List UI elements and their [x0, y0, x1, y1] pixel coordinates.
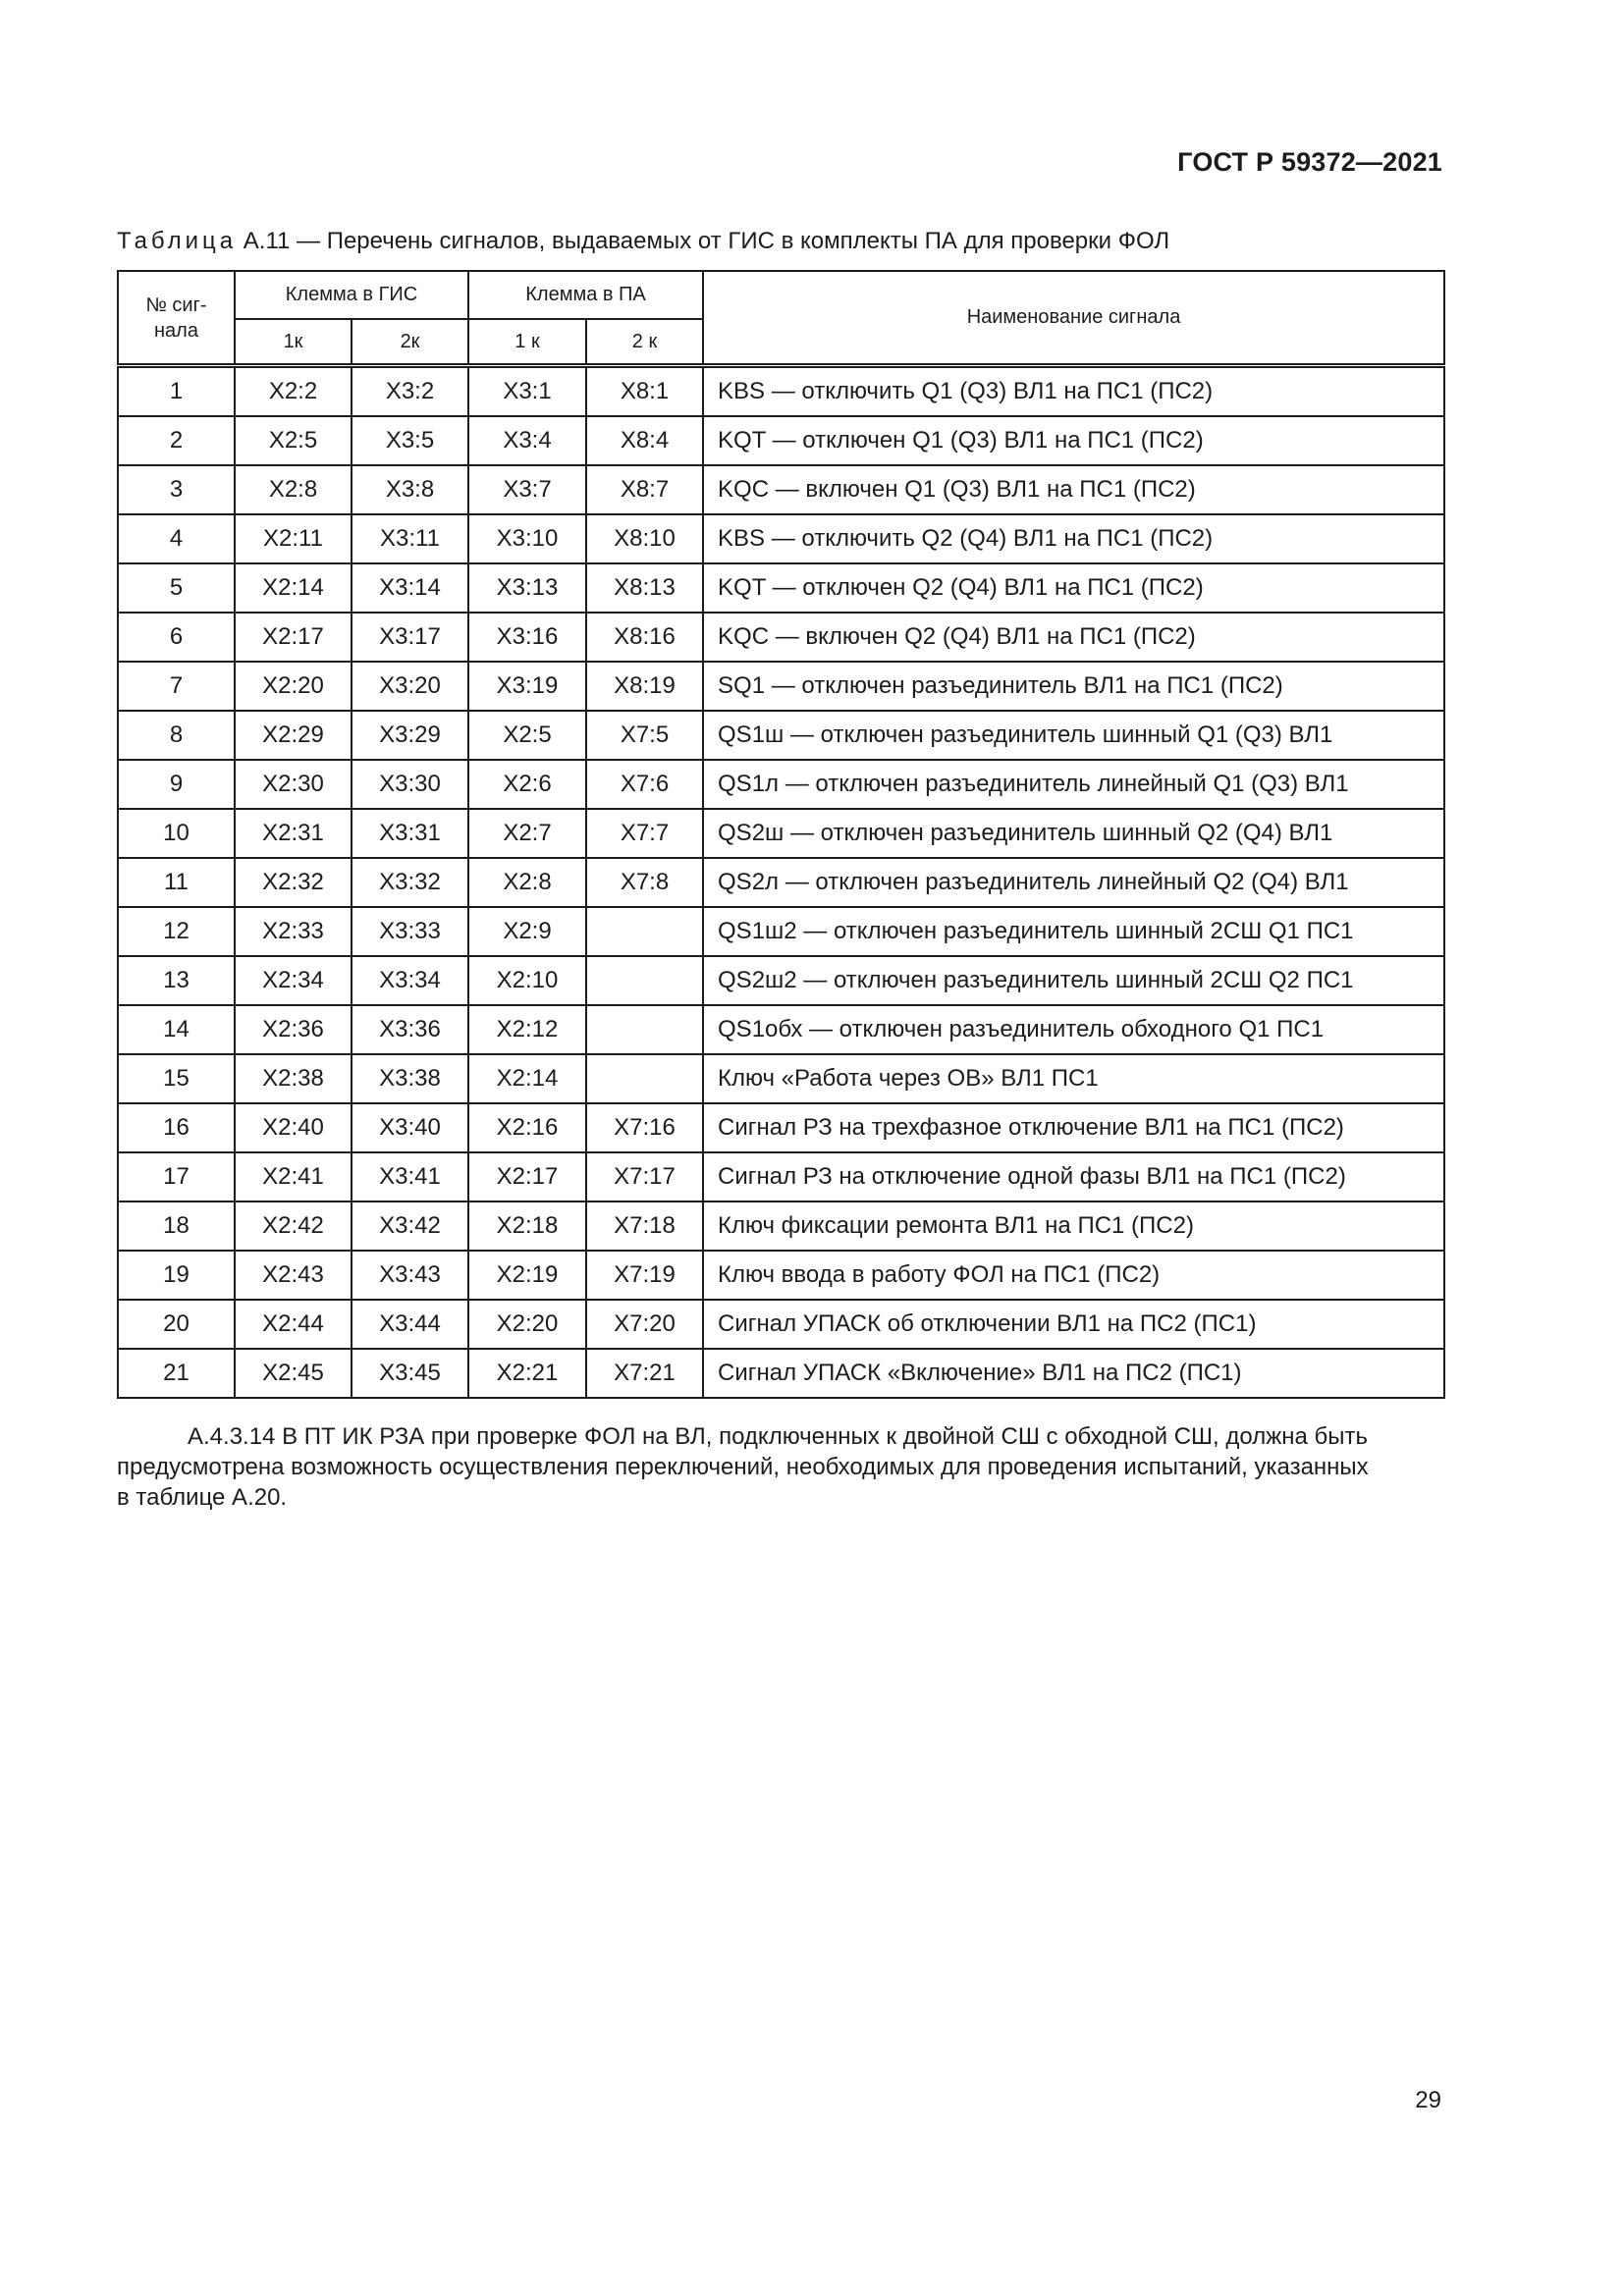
cell-signal-no: 9 — [118, 760, 235, 809]
cell-gis-1k: X2:20 — [235, 662, 352, 711]
cell-pa-1k: X2:21 — [468, 1349, 586, 1398]
cell-signal-name: QS1обх — отключен разъединитель обходного Q1 ПС1 — [703, 1005, 1444, 1054]
cell-gis-1k: X2:32 — [235, 858, 352, 907]
cell-gis-1k: X2:30 — [235, 760, 352, 809]
cell-signal-no: 2 — [118, 416, 235, 465]
cell-gis-1k: X2:45 — [235, 1349, 352, 1398]
cell-signal-no: 8 — [118, 711, 235, 760]
cell-gis-2k: X3:41 — [352, 1152, 468, 1201]
table-row — [118, 514, 1444, 563]
table-header — [118, 271, 1444, 366]
cell-pa-1k: X2:20 — [468, 1300, 586, 1349]
cell-pa-1k: X2:7 — [468, 809, 586, 858]
header-gis-1k: 1к — [235, 319, 352, 366]
paragraph-line-2: предусмотрена возможность осуществления переключений, необходимых для проведения испытаний, указанных — [117, 1454, 1369, 1480]
cell-pa-2k — [586, 956, 703, 1005]
cell-gis-1k: X2:44 — [235, 1300, 352, 1349]
cell-signal-no: 20 — [118, 1300, 235, 1349]
cell-signal-no: 3 — [118, 465, 235, 514]
table-row — [118, 1349, 1444, 1398]
cell-signal-name: QS2ш2 — отключен разъединитель шинный 2СШ Q2 ПС1 — [703, 956, 1444, 1005]
table-row — [118, 1054, 1444, 1103]
cell-pa-1k: X2:10 — [468, 956, 586, 1005]
table-row — [118, 1103, 1444, 1152]
cell-gis-2k: X3:17 — [352, 613, 468, 662]
cell-gis-1k: X2:2 — [235, 366, 352, 417]
cell-signal-no: 12 — [118, 907, 235, 956]
cell-signal-name: KQT — отключен Q2 (Q4) ВЛ1 на ПС1 (ПС2) — [703, 563, 1444, 613]
cell-pa-2k: X7:21 — [586, 1349, 703, 1398]
cell-pa-2k — [586, 1054, 703, 1103]
table-row — [118, 1152, 1444, 1201]
cell-pa-2k: X7:17 — [586, 1152, 703, 1201]
cell-pa-2k: X7:18 — [586, 1201, 703, 1251]
cell-signal-name: QS2ш — отключен разъединитель шинный Q2 (Q4) ВЛ1 — [703, 809, 1444, 858]
cell-gis-2k: X3:5 — [352, 416, 468, 465]
cell-gis-1k: X2:8 — [235, 465, 352, 514]
cell-gis-1k: X2:33 — [235, 907, 352, 956]
cell-gis-2k: X3:30 — [352, 760, 468, 809]
cell-pa-1k: X2:14 — [468, 1054, 586, 1103]
cell-signal-name: SQ1 — отключен разъединитель ВЛ1 на ПС1 (ПС2) — [703, 662, 1444, 711]
cell-pa-2k — [586, 1005, 703, 1054]
cell-pa-2k: X8:16 — [586, 613, 703, 662]
cell-signal-no: 6 — [118, 613, 235, 662]
header-gis-2k: 2к — [352, 319, 468, 366]
cell-signal-no: 7 — [118, 662, 235, 711]
cell-pa-1k: X3:4 — [468, 416, 586, 465]
table-row — [118, 907, 1444, 956]
cell-pa-1k: X3:7 — [468, 465, 586, 514]
cell-gis-2k: X3:29 — [352, 711, 468, 760]
cell-signal-name: Ключ «Работа через ОВ» ВЛ1 ПС1 — [703, 1054, 1444, 1103]
cell-gis-2k: X3:44 — [352, 1300, 468, 1349]
cell-signal-no: 1 — [118, 366, 235, 417]
cell-signal-name: QS1л — отключен разъединитель линейный Q1 (Q3) ВЛ1 — [703, 760, 1444, 809]
table-row — [118, 1005, 1444, 1054]
cell-signal-no: 16 — [118, 1103, 235, 1152]
cell-pa-1k: X3:19 — [468, 662, 586, 711]
cell-pa-2k: X7:7 — [586, 809, 703, 858]
cell-gis-2k: X3:31 — [352, 809, 468, 858]
cell-pa-1k: X2:19 — [468, 1251, 586, 1300]
cell-gis-1k: X2:17 — [235, 613, 352, 662]
cell-signal-no: 4 — [118, 514, 235, 563]
table-row — [118, 809, 1444, 858]
table-row — [118, 465, 1444, 514]
cell-gis-1k: X2:40 — [235, 1103, 352, 1152]
cell-pa-2k: X7:8 — [586, 858, 703, 907]
cell-gis-2k: X3:14 — [352, 563, 468, 613]
cell-pa-2k: X8:10 — [586, 514, 703, 563]
cell-gis-1k: X2:42 — [235, 1201, 352, 1251]
document-code: ГОСТ Р 59372—2021 — [1177, 147, 1442, 177]
cell-pa-1k: X3:13 — [468, 563, 586, 613]
cell-signal-no: 17 — [118, 1152, 235, 1201]
table-row — [118, 662, 1444, 711]
cell-pa-2k: X7:19 — [586, 1251, 703, 1300]
cell-gis-1k: X2:31 — [235, 809, 352, 858]
cell-pa-2k: X8:19 — [586, 662, 703, 711]
table-caption — [117, 228, 1169, 255]
cell-signal-name: QS1ш — отключен разъединитель шинный Q1 (Q3) ВЛ1 — [703, 711, 1444, 760]
cell-signal-name: Ключ ввода в работу ФОЛ на ПС1 (ПС2) — [703, 1251, 1444, 1300]
cell-signal-name: KQC — включен Q1 (Q3) ВЛ1 на ПС1 (ПС2) — [703, 465, 1444, 514]
cell-signal-no: 13 — [118, 956, 235, 1005]
cell-pa-1k: X3:16 — [468, 613, 586, 662]
cell-signal-no: 21 — [118, 1349, 235, 1398]
cell-pa-2k: X7:6 — [586, 760, 703, 809]
cell-pa-2k: X7:20 — [586, 1300, 703, 1349]
cell-gis-2k: X3:40 — [352, 1103, 468, 1152]
cell-gis-2k: X3:2 — [352, 366, 468, 417]
cell-gis-2k: X3:33 — [352, 907, 468, 956]
table-row — [118, 416, 1444, 465]
cell-signal-name: QS2л — отключен разъединитель линейный Q2 (Q4) ВЛ1 — [703, 858, 1444, 907]
cell-gis-2k: X3:42 — [352, 1201, 468, 1251]
cell-pa-1k: X3:1 — [468, 366, 586, 417]
cell-pa-2k — [586, 907, 703, 956]
header-terminal-pa: Клемма в ПА — [468, 271, 703, 319]
header-pa-1k: 1 к — [468, 319, 586, 366]
cell-pa-1k: X2:9 — [468, 907, 586, 956]
table-row — [118, 1251, 1444, 1300]
cell-gis-2k: X3:34 — [352, 956, 468, 1005]
cell-signal-no: 10 — [118, 809, 235, 858]
cell-signal-no: 14 — [118, 1005, 235, 1054]
cell-signal-no: 19 — [118, 1251, 235, 1300]
cell-signal-name: QS1ш2 — отключен разъединитель шинный 2СШ Q1 ПС1 — [703, 907, 1444, 956]
cell-signal-name: Сигнал РЗ на трехфазное отключение ВЛ1 на ПС1 (ПС2) — [703, 1103, 1444, 1152]
cell-pa-2k: X7:5 — [586, 711, 703, 760]
cell-signal-no: 11 — [118, 858, 235, 907]
cell-gis-1k: X2:5 — [235, 416, 352, 465]
table-row — [118, 711, 1444, 760]
table-row — [118, 760, 1444, 809]
paragraph-line-3: в таблице А.20. — [117, 1484, 288, 1511]
cell-gis-1k: X2:11 — [235, 514, 352, 563]
cell-gis-2k: X3:32 — [352, 858, 468, 907]
cell-gis-1k: X2:36 — [235, 1005, 352, 1054]
cell-signal-no: 18 — [118, 1201, 235, 1251]
table-row — [118, 956, 1444, 1005]
table-row — [118, 1201, 1444, 1251]
cell-gis-2k: X3:38 — [352, 1054, 468, 1103]
cell-signal-name: Сигнал РЗ на отключение одной фазы ВЛ1 на ПС1 (ПС2) — [703, 1152, 1444, 1201]
cell-signal-name: Сигнал УПАСК «Включение» ВЛ1 на ПС2 (ПС1) — [703, 1349, 1444, 1398]
signals-table — [117, 270, 1445, 1399]
paragraph-a-4-3-14 — [117, 1421, 1443, 1513]
cell-gis-1k: X2:41 — [235, 1152, 352, 1201]
cell-gis-2k: X3:8 — [352, 465, 468, 514]
cell-pa-2k: X8:7 — [586, 465, 703, 514]
cell-pa-1k: X2:17 — [468, 1152, 586, 1201]
cell-pa-1k: X2:18 — [468, 1201, 586, 1251]
cell-pa-1k: X2:8 — [468, 858, 586, 907]
cell-pa-1k: X2:16 — [468, 1103, 586, 1152]
cell-gis-2k: X3:45 — [352, 1349, 468, 1398]
cell-pa-1k: X2:12 — [468, 1005, 586, 1054]
cell-signal-name: Ключ фиксации ремонта ВЛ1 на ПС1 (ПС2) — [703, 1201, 1444, 1251]
table-row — [118, 366, 1444, 417]
cell-signal-no: 15 — [118, 1054, 235, 1103]
cell-pa-1k: X2:5 — [468, 711, 586, 760]
cell-pa-1k: X3:10 — [468, 514, 586, 563]
table-caption-label: Таблица — [117, 228, 238, 254]
page-number: 29 — [1415, 2087, 1441, 2113]
header-signal-name: Наименование сигнала — [703, 271, 1444, 366]
cell-gis-1k: X2:34 — [235, 956, 352, 1005]
cell-signal-name: KQT — отключен Q1 (Q3) ВЛ1 на ПС1 (ПС2) — [703, 416, 1444, 465]
table-row — [118, 1300, 1444, 1349]
cell-signal-no: 5 — [118, 563, 235, 613]
cell-pa-2k: X8:13 — [586, 563, 703, 613]
cell-gis-1k: X2:29 — [235, 711, 352, 760]
header-pa-2k: 2 к — [586, 319, 703, 366]
cell-gis-1k: X2:43 — [235, 1251, 352, 1300]
cell-signal-name: KBS — отключить Q1 (Q3) ВЛ1 на ПС1 (ПС2) — [703, 366, 1444, 417]
header-signal-no: № сиг- нала — [118, 271, 235, 366]
cell-gis-2k: X3:11 — [352, 514, 468, 563]
cell-pa-1k: X2:6 — [468, 760, 586, 809]
cell-gis-2k: X3:36 — [352, 1005, 468, 1054]
table-row — [118, 858, 1444, 907]
cell-gis-1k: X2:38 — [235, 1054, 352, 1103]
paragraph-line-1: А.4.3.14 В ПТ ИК РЗА при проверке ФОЛ на ВЛ, подключенных к двойной СШ с обходной СШ, должна быть — [188, 1423, 1369, 1450]
header-terminal-gis: Клемма в ГИС — [235, 271, 468, 319]
table-body — [118, 366, 1444, 1399]
cell-pa-2k: X8:1 — [586, 366, 703, 417]
table-caption-text: А.11 — Перечень сигналов, выдаваемых от ГИС в комплекты ПА для проверки ФОЛ — [237, 228, 1170, 254]
table-row — [118, 613, 1444, 662]
cell-gis-2k: X3:20 — [352, 662, 468, 711]
cell-gis-2k: X3:43 — [352, 1251, 468, 1300]
table-row — [118, 563, 1444, 613]
cell-signal-name: Сигнал УПАСК об отключении ВЛ1 на ПС2 (ПС1) — [703, 1300, 1444, 1349]
cell-pa-2k: X8:4 — [586, 416, 703, 465]
cell-gis-1k: X2:14 — [235, 563, 352, 613]
cell-signal-name: KQC — включен Q2 (Q4) ВЛ1 на ПС1 (ПС2) — [703, 613, 1444, 662]
cell-pa-2k: X7:16 — [586, 1103, 703, 1152]
cell-signal-name: KBS — отключить Q2 (Q4) ВЛ1 на ПС1 (ПС2) — [703, 514, 1444, 563]
